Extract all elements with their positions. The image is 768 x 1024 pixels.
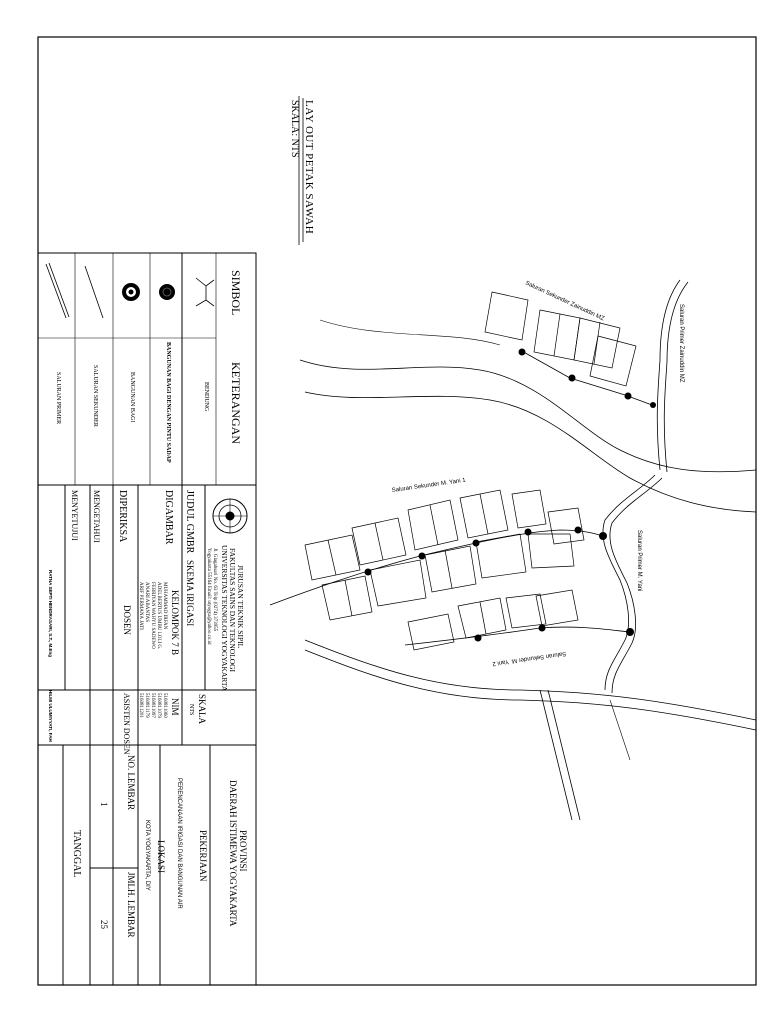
- member-name-1: ADELBERTUS UMBU LOLI G.: [156, 582, 161, 650]
- member-name-0: MUHAMMAD IRFAN: [162, 582, 167, 630]
- legend-label-bagi-sadap: BANGUNAN BAGI DENGAN PINTU SADAP: [165, 342, 171, 463]
- legend-label-bagi: BANGUNAN BAGI: [129, 372, 135, 423]
- member-nim-1: 5160811079: [156, 693, 161, 718]
- label-secondary-zainuddin: Saluran Sekunder Zainuddin MZ: [524, 280, 605, 323]
- pekerjaan-value: PERENCANAAN IRIGASI DAN BANGUNAN AIR: [176, 778, 182, 909]
- lower-road: [305, 640, 756, 720]
- secondary-canal-yani1: [270, 530, 602, 605]
- secondary-canal-zainuddin: [520, 350, 652, 405]
- asisten-dosen-label: ASISTEN DOSEN: [122, 693, 131, 755]
- primary-canal-yani: [603, 475, 655, 690]
- lokasi-value: KOTA YOGYAKARTA, DIY: [144, 820, 150, 891]
- kelompok-value: KELOMPOK 7 B: [170, 590, 180, 656]
- member-name-4: ARIF PERMANA JATI: [138, 582, 143, 630]
- tanggal-label: TANGGAL: [71, 830, 82, 878]
- pekerjaan-label: PEKERJAAN: [198, 830, 208, 882]
- plots-zainuddin: [485, 292, 636, 386]
- judul-value: SKEMA IRIGASI: [185, 560, 195, 627]
- institution-line-1: FAKULTAS SAINS DAN TEKNOLOGI: [228, 548, 237, 673]
- drawing-title-block: [289, 98, 315, 242]
- nim-label: NIM: [170, 698, 180, 716]
- river-upper-bank: [300, 360, 756, 472]
- double-line-icon: [46, 263, 69, 318]
- member-nim-4: 5160811201: [138, 693, 143, 718]
- judul-label: JUDUL GMBR: [184, 490, 195, 554]
- no-lembar-label: NO. LEMBAR: [126, 755, 136, 811]
- legend-label-sekunder: SALURAN SEKUNDER: [92, 365, 98, 427]
- plots-yani1-lower: [322, 534, 574, 620]
- institution-line-4: Yogyakarta 55164 Email: utyogya@yahoo.co.id: [206, 548, 211, 645]
- river-lower-bank: [305, 392, 756, 512]
- signatory-0: RATNA SEPTI HENDRASARI, S.T., M.Eng: [48, 570, 53, 658]
- single-line-icon: [85, 266, 103, 318]
- primary-canal-zainuddin: [657, 280, 680, 470]
- university-logo: [213, 499, 247, 533]
- legend-label-primer: SALURAN PRIMER: [55, 372, 61, 425]
- legend-header-symbol: SIMBOL: [229, 270, 243, 316]
- menyetujui-label: MENYETUJUI: [70, 490, 79, 541]
- member-nim-0: 5160811060: [162, 693, 167, 718]
- label-secondary-yani2: Saluran Sekunder M. Yani 2: [491, 650, 567, 667]
- member-nim-3: 5160811179: [144, 693, 149, 718]
- label-secondary-yani1: Saluran Sekunder M. Yani 1: [391, 477, 467, 494]
- institution-line-2: UNIVERSITAS TEKNOLOGI YOGYAKARTA: [220, 545, 229, 692]
- secondary-canal-yani2: [405, 627, 630, 645]
- skala-label: SKALA: [197, 694, 207, 725]
- label-primary-zainuddin: Saluran Primer Zainuddin MZ: [678, 304, 684, 383]
- digambar-label: DIGAMBAR: [163, 490, 174, 545]
- drawing-scale: SKALA: NTS: [289, 100, 300, 158]
- jmlh-lembar-value: 25: [99, 920, 109, 929]
- label-primary-yani: Saluran Primer M. Yani: [636, 530, 642, 592]
- filled-circle-icon: [159, 284, 175, 300]
- drawing-title: LAY OUT PETAK SAWAH: [303, 100, 315, 235]
- provinsi-label: PROVINSI: [238, 830, 248, 872]
- legend-label-bendung: BENDUNG: [203, 382, 209, 412]
- jmlh-lembar-label: JMLH. LEMBAR: [126, 872, 136, 938]
- diperiksa-label: DIPERIKSA: [117, 490, 128, 543]
- mengetahui-label: MENGETAHUI: [92, 490, 101, 543]
- plots-yani2: [408, 590, 578, 650]
- member-nim-2: 5160811097: [150, 693, 155, 718]
- bending-symbol-icon: [196, 278, 214, 306]
- institution-line-3: Jl. Glagahsari No. 63 Telp (0274) 373955: [212, 548, 217, 632]
- lokasi-label: LOKASI: [156, 840, 166, 873]
- provinsi-value: DAERAH ISTIMEWA YOGYAKARTA: [228, 780, 238, 927]
- member-name-3: ANARI ABANTAS: [144, 582, 149, 623]
- skala-value: NTS: [188, 704, 194, 716]
- ring-circle-icon: [122, 283, 140, 301]
- signatory-1: HILMI ULUMIYYATI, FAH: [48, 690, 53, 742]
- no-lembar-value: 1: [99, 802, 109, 807]
- institution-line-0: JURUSAN TEKNIK SIPIL: [236, 565, 245, 649]
- member-name-2: FEBRIYAN WAHYU SADEWO: [150, 582, 155, 649]
- legend-header-description: KETERANGAN: [229, 362, 243, 444]
- dosen-label: DOSEN: [122, 605, 132, 636]
- plots-yani1-upper: [305, 490, 584, 580]
